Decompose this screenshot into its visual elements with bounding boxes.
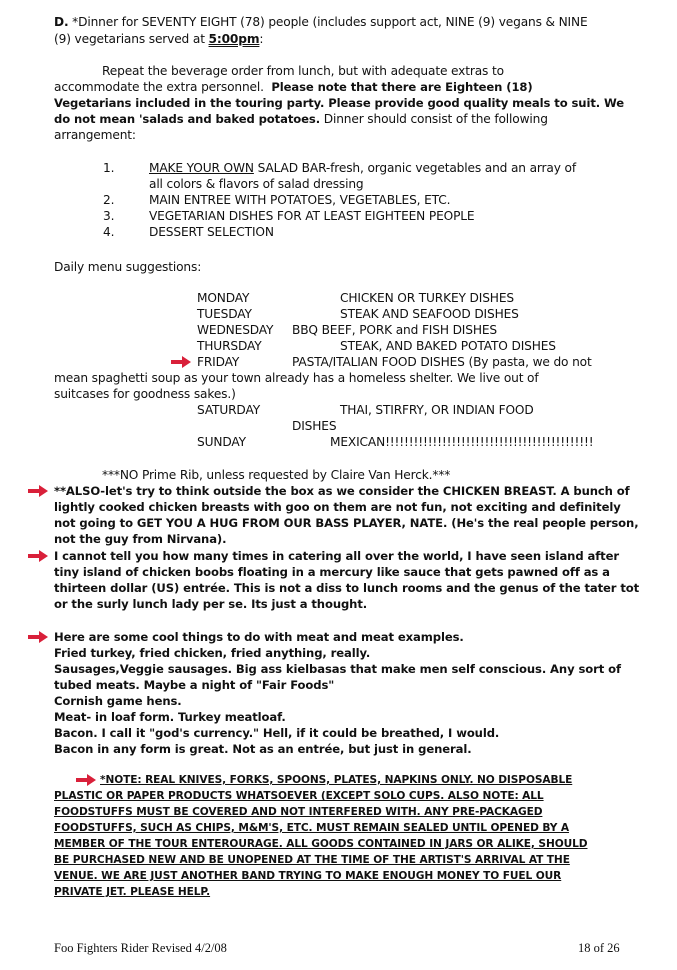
footer-title: Foo Fighters Rider Revised 4/2/08: [54, 941, 227, 955]
note-line-5: MEMBER OF THE TOUR ENTEROURAGE. ALL GOODS CONTAINED IN JARS OR ALIKE, SHOULD: [54, 838, 588, 850]
section-letter: D.: [54, 15, 69, 29]
chicken-line-4: not the guy from Nirvana).: [54, 532, 227, 546]
intro-line-4: [54, 111, 548, 127]
meat-line-8: Bacon in any form is great. Not as an entrée, but just in general.: [54, 742, 472, 756]
note-line-2: PLASTIC OR PAPER PRODUCTS WHATSOEVER (EXCEPT SOLO CUPS. ALSO NOTE: ALL: [54, 790, 544, 802]
intro-line-3: Vegetarians included in the touring party. Please provide good quality meals to suit. We: [54, 96, 625, 110]
arrangement-item-4: DESSERT SELECTION: [149, 225, 274, 239]
meat-line-6: Meat- in loaf form. Turkey meatloaf.: [54, 710, 286, 724]
arrow-right-icon: [28, 550, 48, 562]
arrangement-item-2: MAIN ENTREE WITH POTATOES, VEGETABLES, ETC.: [149, 193, 451, 207]
meat-line-5: Cornish game hens.: [54, 694, 182, 708]
dinner-time: 5:00pm: [208, 32, 260, 46]
menu-friday-cont-2: suitcases for goodness sakes.): [54, 387, 236, 401]
note-line-1: *NOTE: REAL KNIVES, FORKS, SPOONS, PLATES, NAPKINS ONLY. NO DISPOSABLE: [100, 774, 573, 786]
chicken-line-3: not going to GET YOU A HUG FROM OUR BASS PLAYER, NATE. (He's the real people person,: [54, 516, 639, 530]
intro-line-1: Repeat the beverage order from lunch, but with adequate extras to: [102, 64, 504, 78]
arrow-right-icon: [28, 631, 48, 643]
meat-line-4: tubed meats. Maybe a night of "Fair Foods": [54, 678, 335, 692]
arrow-right-icon: [76, 774, 96, 786]
menu-day-friday: FRIDAY: [197, 355, 240, 369]
meat-line-3: Sausages,Veggie sausages. Big ass kielbasas that make men self conscious. Any sort of: [54, 662, 621, 676]
menu-dish-friday: PASTA/ITALIAN FOOD DISHES (By pasta, we do not: [292, 355, 592, 369]
arrangement-item-1: [149, 160, 576, 176]
arrangement-item-1-cont: all colors & flavors of salad dressing: [149, 177, 364, 191]
chicken-line-1: **ALSO-let's try to think outside the box as we consider the CHICKEN BREAST. A bunch of: [54, 484, 630, 498]
menu-day-sunday: SUNDAY: [197, 435, 246, 449]
menu-day-tuesday: TUESDAY: [197, 307, 252, 321]
intro-line-4-bold: do not mean 'salads and baked potatoes.: [54, 112, 321, 126]
arrangement-num-4: 4.: [103, 225, 115, 239]
arrangement-num-1: 1.: [103, 161, 115, 175]
intro-line-5: arrangement:: [54, 128, 136, 142]
dinner-heading-line2: [54, 31, 263, 47]
menu-dish-thursday: STEAK, AND BAKED POTATO DISHES: [340, 339, 556, 353]
daily-menu-label: Daily menu suggestions:: [54, 260, 202, 274]
dinner-colon: :: [259, 32, 264, 46]
intro-line-2-bold: Please note that there are Eighteen (18): [271, 80, 533, 94]
menu-dish-tuesday: STEAK AND SEAFOOD DISHES: [340, 307, 519, 321]
intro-line-2: [54, 79, 533, 95]
menu-saturday-cont: DISHES: [292, 419, 337, 433]
note-line-7: VENUE. WE ARE JUST ANOTHER BAND TRYING TO MAKE ENOUGH MONEY TO FUEL OUR: [54, 870, 562, 882]
intro-line-4-text: Dinner should consist of the following: [320, 112, 548, 126]
arrangement-num-3: 3.: [103, 209, 115, 223]
dinner-served-text: (9) vegetarians served at: [54, 32, 209, 46]
menu-day-saturday: SATURDAY: [197, 403, 260, 417]
prime-rib-note: ***NO Prime Rib, unless requested by Claire Van Herck.***: [102, 468, 451, 482]
meat-line-7: Bacon. I call it "god's currency." Hell, if it could be breathed, I would.: [54, 726, 500, 740]
arrangement-num-2: 2.: [103, 193, 115, 207]
menu-dish-wednesday: BBQ BEEF, PORK and FISH DISHES: [292, 323, 497, 337]
chicken-line-2: lightly cooked chicken breasts with goo on them are not fun, not exciting and definitely: [54, 500, 621, 514]
meat-line-1: Here are some cool things to do with meat and meat examples.: [54, 630, 464, 644]
menu-friday-cont-1: mean spaghetti soup as your town already has a homeless shelter. We live out of: [54, 371, 539, 385]
catering-line-1: I cannot tell you how many times in catering all over the world, I have seen island after: [54, 549, 619, 563]
arrangement-item-3: VEGETARIAN DISHES FOR AT LEAST EIGHTEEN PEOPLE: [149, 209, 475, 223]
catering-line-3: thirteen dollar (US) entrée. This is not a diss to lunch rooms and the genus of the tater tot: [54, 581, 640, 595]
menu-day-thursday: THURSDAY: [197, 339, 262, 353]
menu-dish-saturday: THAI, STIRFRY, OR INDIAN FOOD: [340, 403, 534, 417]
menu-day-monday: MONDAY: [197, 291, 250, 305]
dinner-heading-text: *Dinner for SEVENTY EIGHT (78) people (includes support act, NINE (9) vegans & NINE: [68, 15, 588, 29]
note-line-3: FOODSTUFFS MUST BE COVERED AND NOT INTERFERED WITH. ANY PRE-PACKAGED: [54, 806, 543, 818]
note-line-4: FOODSTUFFS, SUCH AS CHIPS, M&M'S, ETC. MUST REMAIN SEALED UNTIL OPENED BY A: [54, 822, 570, 834]
meat-line-2: Fried turkey, fried chicken, fried anything, really.: [54, 646, 371, 660]
intro-line-2-text: accommodate the extra personnel.: [54, 80, 264, 94]
page-number: 18 of 26: [578, 941, 620, 955]
menu-dish-monday: CHICKEN OR TURKEY DISHES: [340, 291, 514, 305]
note-line-8: PRIVATE JET. PLEASE HELP.: [54, 886, 211, 898]
menu-day-wednesday: WEDNESDAY: [197, 323, 274, 337]
make-your-own: MAKE YOUR OWN: [149, 161, 254, 175]
catering-line-4: or the surly lunch lady per se. Its just a thought.: [54, 597, 368, 611]
arrow-right-icon: [28, 485, 48, 497]
arrow-right-icon: [171, 356, 191, 368]
menu-dish-sunday: MEXICAN!!!!!!!!!!!!!!!!!!!!!!!!!!!!!!!!!!!!!!!!!!!!: [330, 435, 594, 449]
catering-line-2: tiny island of chicken boobs floating in a mercury like sauce that gets pawned off as a: [54, 565, 610, 579]
note-line-6: BE PURCHASED NEW AND BE UNOPENED AT THE TIME OF THE ARTIST'S ARRIVAL AT THE: [54, 854, 570, 866]
dinner-heading-line1: [54, 14, 588, 30]
arrangement-item-1-text: SALAD BAR-fresh, organic vegetables and an array of: [253, 161, 576, 175]
